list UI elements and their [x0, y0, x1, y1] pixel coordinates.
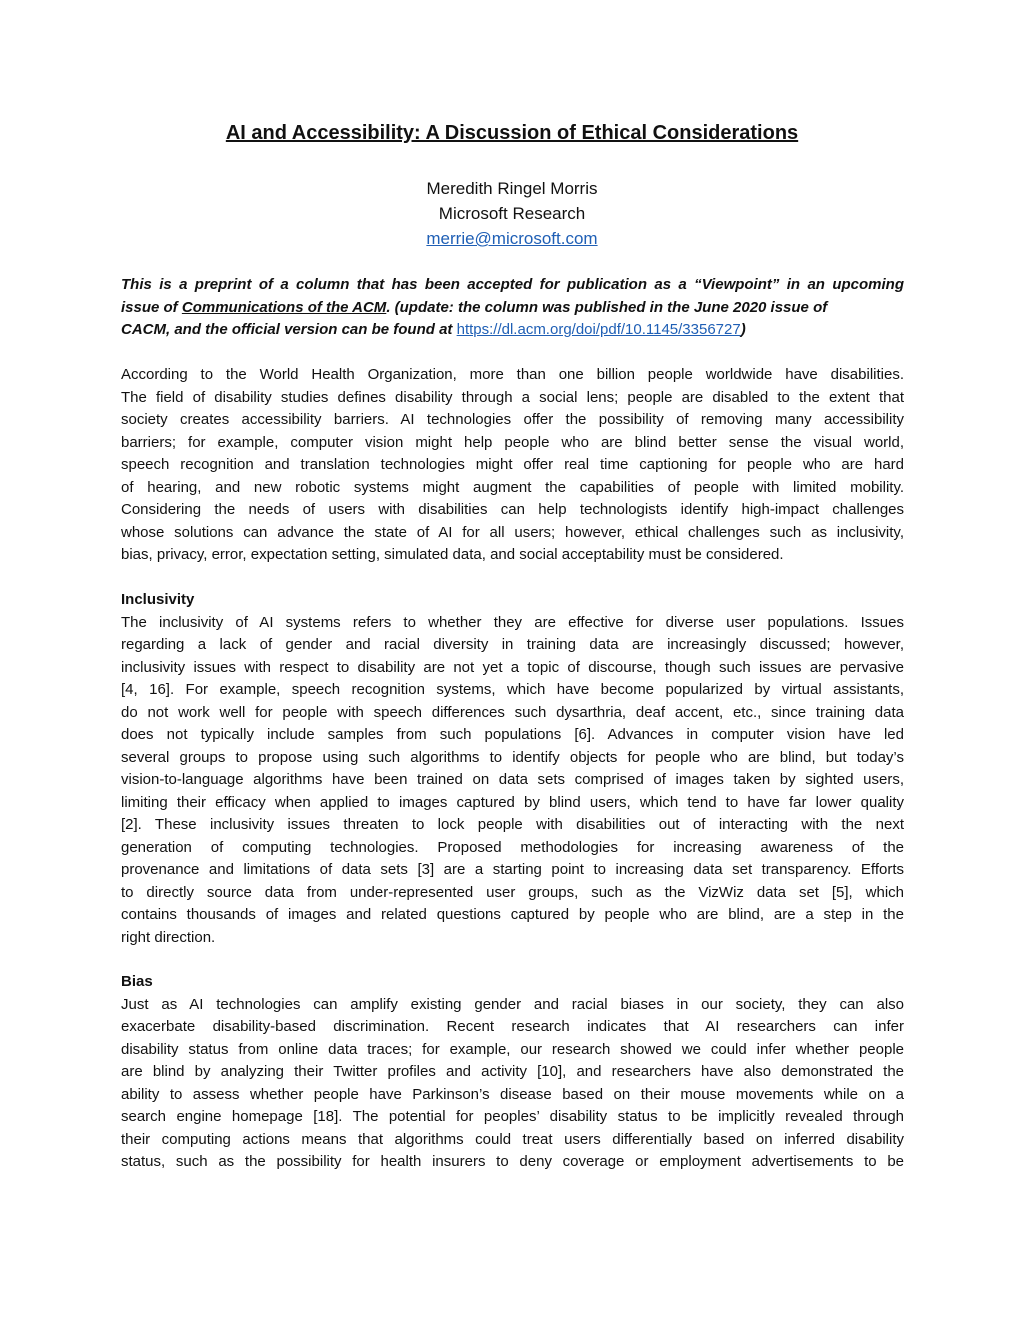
section-heading: Inclusivity [121, 591, 195, 608]
preprint-note [121, 274, 904, 342]
text-line: limiting their efficacy when applied to images captured by blind users, which tend to have far lower quality [121, 793, 904, 811]
preprint-line: This is a preprint of a column that has been accepted for publication as a “Viewpoint” in an upcoming [121, 276, 904, 293]
text-line: of hearing, and new robotic systems might augment the capabilities of people with limited mobility. [121, 478, 904, 496]
text-line: barriers; for example, computer vision might help people who are blind better sense the visual world, [121, 433, 904, 451]
preprint-text: . (update: the column was published in the June 2020 issue of [386, 298, 828, 316]
journal-name: Communications of the ACM [181, 298, 387, 316]
text-line: search engine homepage [18]. The potential for peoples’ disability status to be implicitly revealed through [121, 1108, 904, 1125]
preprint-text: CACM, and the official version can be found at [121, 321, 457, 338]
text-line: whose solutions can advance the state of AI for all users; however, ethical challenges such as inclusivity, [121, 523, 904, 541]
text-line: to directly source data from under-represented user groups, such as the VizWiz data set [5], which [121, 883, 904, 901]
text-line: right direction. [121, 928, 216, 946]
text-line: are blind by analyzing their Twitter profiles and activity [10], and researchers have also demonstrated the [121, 1063, 904, 1080]
text-line: [2]. These inclusivity issues threaten to lock people with disabilities out of interacting with the next [121, 816, 904, 833]
text-line: inclusivity issues with respect to disability are not yet a topic of discourse, though such issues are pervasive [121, 658, 904, 676]
text-line: several groups to propose using such algorithms to identify objects for people who are blind, but today’s [121, 748, 904, 766]
text-line: society creates accessibility barriers. AI technologies offer the possibility of removing many accessibility [121, 411, 904, 428]
text-line: contains thousands of images and related questions captured by people who are blind, are a step in the [121, 906, 904, 923]
author-affiliation: Microsoft Research [438, 204, 586, 223]
preprint-line [121, 319, 904, 342]
section-inclusivity [121, 589, 904, 949]
author-email [0, 229, 1024, 249]
text-line: do not work well for people with speech differences such dysarthria, deaf accent, etc., since training data [121, 703, 904, 721]
text-line: does not typically include samples from such populations [6]. Advances in computer vision have led [121, 726, 904, 743]
text-line: disability status from online data traces; for example, our research showed we could infer whether people [121, 1040, 904, 1058]
preprint-text: ) [740, 321, 746, 338]
section-bias [121, 971, 904, 1174]
text-line: ability to assess whether people have Parkinson’s disease based on their mouse movements while on a [121, 1085, 904, 1103]
doi-link[interactable]: https://dl.acm.org/doi/pdf/10.1145/3356727 [456, 321, 741, 338]
author-email-link[interactable]: merrie@microsoft.com [426, 229, 598, 248]
text-line: [4, 16]. For example, speech recognition systems, which have become popularized by virtual assistants, [121, 681, 904, 698]
text-line: According to the World Health Organization, more than one billion people worldwide have disabilities. [121, 366, 904, 383]
text-line: speech recognition and translation technologies might offer real time captioning for people who are hard [121, 456, 904, 473]
preprint-text: issue of [121, 298, 182, 316]
page-title: AI and Accessibility: A Discussion of Ethical Considerations [225, 122, 799, 144]
text-line: vision-to-language algorithms have been trained on data sets comprised of images taken by sighted users, [121, 771, 904, 788]
author-name: Meredith Ringel Morris [426, 179, 598, 198]
text-line: Just as AI technologies can amplify existing gender and racial biases in our society, they can also [121, 995, 904, 1013]
section-heading: Bias [121, 973, 153, 990]
text-line: bias, privacy, error, expectation setting, simulated data, and social acceptability must be considered. [121, 546, 784, 563]
intro-paragraph [121, 364, 904, 567]
text-line: generation of computing technologies. Proposed methodologies for increasing awareness of the [121, 838, 904, 856]
text-line: their computing actions means that algorithms could treat users differentially based on inferred disability [121, 1130, 904, 1148]
text-line: regarding a lack of gender and racial diversity in training data are increasingly discussed; however, [121, 636, 904, 653]
text-line: exacerbate disability-based discrimination. Recent research indicates that AI researchers can infer [121, 1018, 904, 1035]
text-line: status, such as the possibility for health insurers to deny coverage or employment advertisements to be [121, 1153, 904, 1170]
text-line: The field of disability studies defines disability through a social lens; people are disabled to the extent that [121, 388, 904, 406]
text-line: Considering the needs of users with disabilities can help technologists identify high-impact challenges [121, 501, 904, 518]
text-line: provenance and limitations of data sets [3] are a starting point to increasing data set transparency. Efforts [121, 861, 904, 878]
text-line: The inclusivity of AI systems refers to whether they are effective for diverse user populations. Issues [121, 613, 904, 631]
preprint-line [121, 297, 904, 320]
